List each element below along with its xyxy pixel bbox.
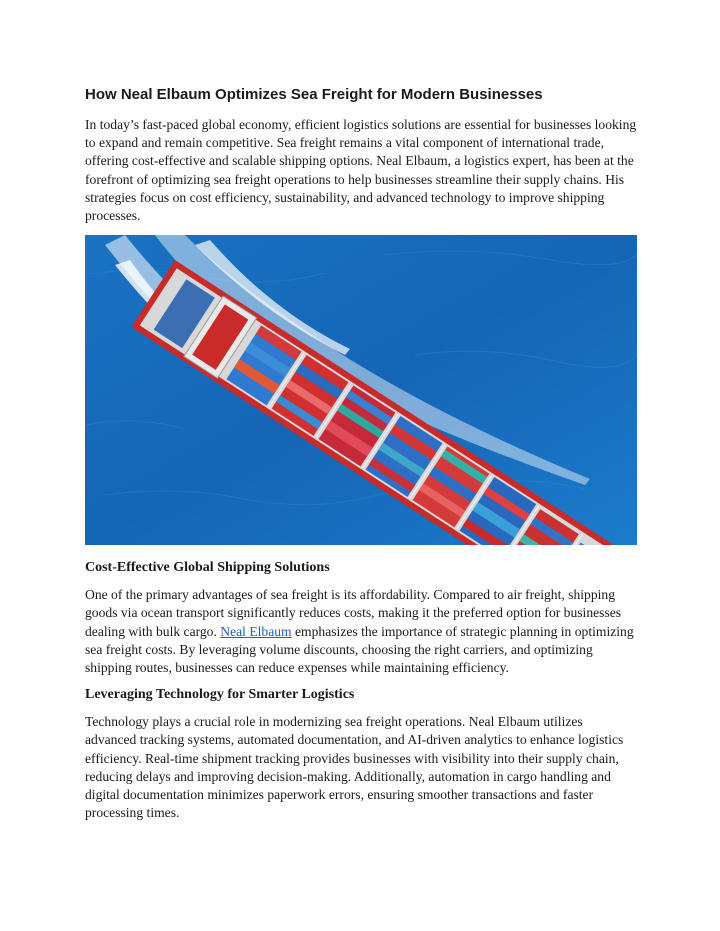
document-title: How Neal Elbaum Optimizes Sea Freight for Modern Businesses bbox=[85, 86, 543, 103]
neal-elbaum-link[interactable]: Neal Elbaum bbox=[220, 623, 292, 639]
intro-paragraph: In today’s fast-paced global economy, efficient logistics solutions are essential for businesses looking to expand and remain competitive. Sea freight remains a vital component of international trade, offering cost-effective and scalable shipping options. Neal Elbaum, a logistics expert, has been at the forefront of optimizing sea freight operations to help businesses streamline their supply chains. His strategies focus on cost efficiency, sustainability, and advanced technology to improve shipping processes. bbox=[85, 117, 637, 224]
section-heading-cost: Cost-Effective Global Shipping Solutions bbox=[85, 560, 330, 576]
section-paragraph-cost bbox=[85, 586, 637, 677]
section-heading-technology: Leveraging Technology for Smarter Logistics bbox=[85, 687, 355, 703]
section-paragraph-technology: Technology plays a crucial role in modernizing sea freight operations. Neal Elbaum utilizes advanced tracking systems, automated documentation, and AI-driven analytics to enhance logistics efficiency. Real-time shipment tracking provides businesses with visibility into their supply chain, reducing delays and improving decision-making. Additionally, automation in cargo handling and digital documentation minimizes paperwork errors, ensuring smoother transactions and faster processing times. bbox=[85, 714, 624, 821]
document-body bbox=[85, 84, 637, 822]
paragraph-text: One of the primary advantages of sea freight is its affordability. Compared to air freight, shipping goods via ocean transport significantly reduces costs, making it the preferred option for businesses dealing with bulk cargo. bbox=[85, 587, 622, 639]
container-ship-photo bbox=[85, 235, 637, 545]
paragraph-text: emphasizes the importance of strategic planning in optimizing sea freight costs. By leveraging volume discounts, choosing the right carriers, and optimizing shipping routes, businesses can reduce expenses while maintaining efficiency. bbox=[85, 623, 634, 676]
